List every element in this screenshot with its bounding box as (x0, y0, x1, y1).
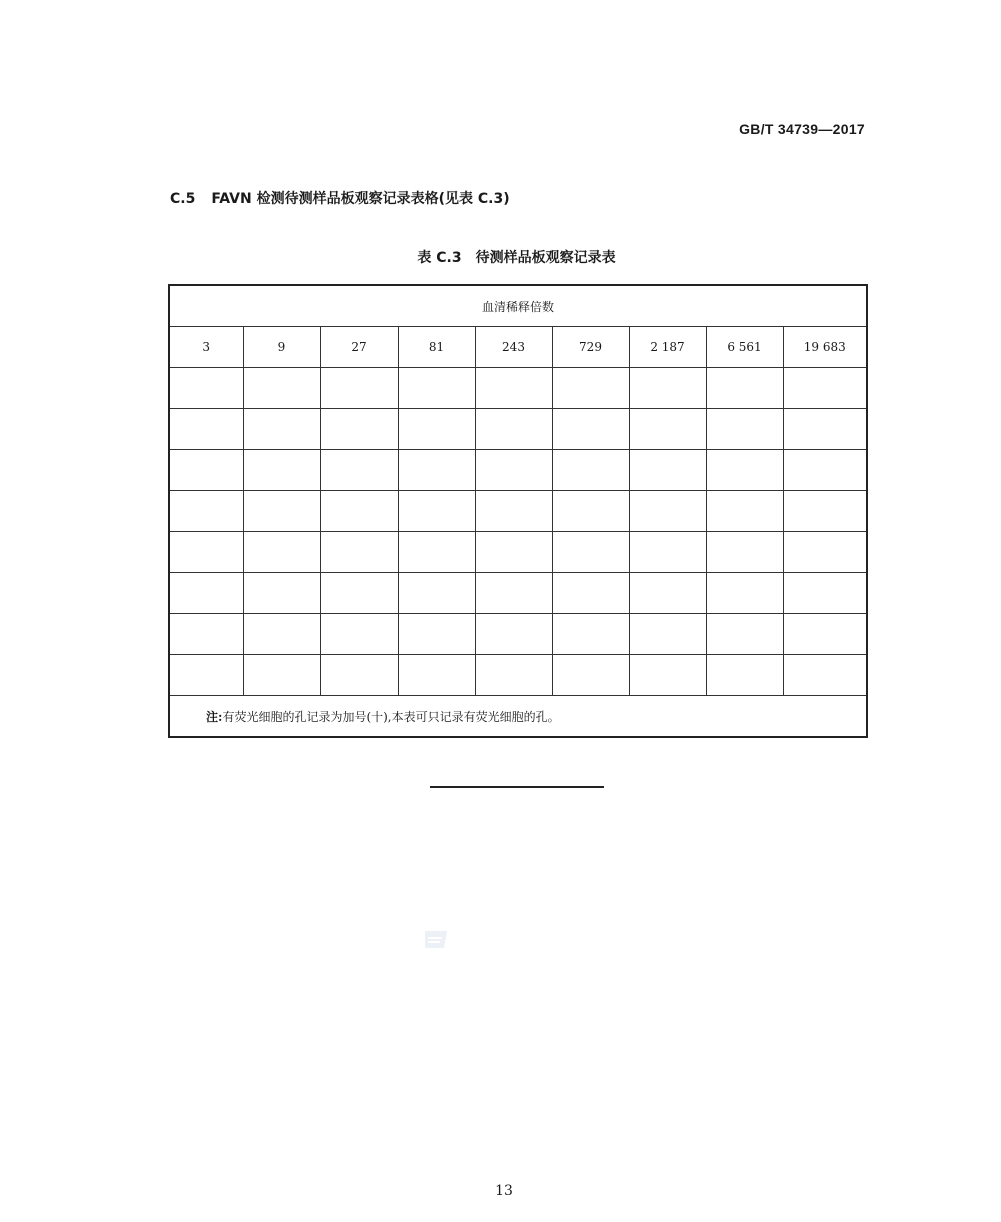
column-header-dilution: 19 683 (783, 327, 867, 368)
table-column-header-row (169, 327, 867, 368)
record-cell[interactable] (243, 491, 320, 532)
record-cell[interactable] (398, 655, 475, 696)
column-header-dilution: 3 (169, 327, 243, 368)
column-header-dilution: 729 (552, 327, 629, 368)
record-cell[interactable] (706, 614, 783, 655)
record-cell[interactable] (320, 368, 398, 409)
record-cell[interactable] (629, 368, 706, 409)
record-cell[interactable] (169, 532, 243, 573)
record-cell[interactable] (243, 655, 320, 696)
column-header-dilution: 6 561 (706, 327, 783, 368)
column-header-dilution: 2 187 (629, 327, 706, 368)
record-cell[interactable] (552, 491, 629, 532)
table-row (169, 573, 867, 614)
record-cell[interactable] (475, 491, 552, 532)
table-span-header-row (169, 285, 867, 327)
record-cell[interactable] (320, 655, 398, 696)
table-caption-label: 表 C.3 (417, 250, 462, 266)
record-cell[interactable] (169, 573, 243, 614)
record-cell[interactable] (552, 409, 629, 450)
record-cell[interactable] (169, 491, 243, 532)
record-cell[interactable] (243, 368, 320, 409)
record-cell[interactable] (243, 573, 320, 614)
record-cell[interactable] (243, 614, 320, 655)
table-caption (0, 247, 1001, 267)
record-cell[interactable] (552, 450, 629, 491)
record-cell[interactable] (398, 573, 475, 614)
record-cell[interactable] (475, 614, 552, 655)
column-header-dilution: 9 (243, 327, 320, 368)
table-caption-title: 待测样品板观察记录表 (475, 250, 616, 266)
section-heading (170, 188, 510, 208)
record-cell[interactable] (169, 655, 243, 696)
record-cell[interactable] (783, 409, 867, 450)
record-cell[interactable] (243, 532, 320, 573)
record-cell[interactable] (706, 450, 783, 491)
table-row (169, 614, 867, 655)
observation-record-table (168, 284, 868, 738)
page-number: 13 (495, 1183, 513, 1199)
record-cell[interactable] (783, 491, 867, 532)
record-cell[interactable] (629, 491, 706, 532)
end-of-document-rule (430, 786, 604, 788)
record-cell[interactable] (169, 614, 243, 655)
record-cell[interactable] (320, 573, 398, 614)
record-cell[interactable] (783, 655, 867, 696)
record-cell[interactable] (552, 368, 629, 409)
record-cell[interactable] (706, 655, 783, 696)
table-note (169, 696, 867, 738)
record-cell[interactable] (783, 573, 867, 614)
record-cell[interactable] (398, 409, 475, 450)
standard-code: GB/T 34739—2017 (739, 121, 865, 137)
record-cell[interactable] (706, 573, 783, 614)
record-cell[interactable] (320, 450, 398, 491)
record-cell[interactable] (783, 614, 867, 655)
record-cell[interactable] (320, 491, 398, 532)
record-cell[interactable] (706, 491, 783, 532)
record-cell[interactable] (552, 655, 629, 696)
column-header-dilution: 243 (475, 327, 552, 368)
record-cell[interactable] (475, 532, 552, 573)
record-cell[interactable] (783, 532, 867, 573)
record-cell[interactable] (629, 450, 706, 491)
record-cell[interactable] (629, 655, 706, 696)
record-cell[interactable] (398, 450, 475, 491)
table-row (169, 450, 867, 491)
record-cell[interactable] (398, 532, 475, 573)
note-prefix: 注: (206, 709, 223, 724)
record-cell[interactable] (475, 655, 552, 696)
dilution-factor-header: 血清稀释倍数 (169, 285, 867, 327)
record-cell[interactable] (629, 573, 706, 614)
record-cell[interactable] (706, 532, 783, 573)
record-cell[interactable] (169, 409, 243, 450)
record-cell[interactable] (629, 614, 706, 655)
section-title: FAVN 检测待测样品板观察记录表格(见表 C.3) (211, 191, 510, 207)
record-cell[interactable] (398, 491, 475, 532)
record-cell[interactable] (243, 450, 320, 491)
record-cell[interactable] (552, 614, 629, 655)
record-cell[interactable] (398, 368, 475, 409)
table-row (169, 409, 867, 450)
table-row (169, 491, 867, 532)
record-cell[interactable] (320, 614, 398, 655)
record-cell[interactable] (169, 450, 243, 491)
column-header-dilution: 81 (398, 327, 475, 368)
record-cell[interactable] (552, 532, 629, 573)
record-cell[interactable] (243, 409, 320, 450)
section-number: C.5 (170, 191, 196, 207)
record-cell[interactable] (169, 368, 243, 409)
record-cell[interactable] (783, 368, 867, 409)
note-text: 有荧光细胞的孔记录为加号(十),本表可只记录有荧光细胞的孔。 (222, 709, 560, 724)
record-cell[interactable] (398, 614, 475, 655)
record-cell[interactable] (629, 532, 706, 573)
table-row (169, 368, 867, 409)
record-cell[interactable] (475, 409, 552, 450)
record-cell[interactable] (552, 573, 629, 614)
record-cell[interactable] (475, 450, 552, 491)
table-note-row (169, 696, 867, 738)
column-header-dilution: 27 (320, 327, 398, 368)
record-cell[interactable] (629, 409, 706, 450)
table-row (169, 655, 867, 696)
table-row (169, 532, 867, 573)
publisher-logo-icon (423, 928, 449, 952)
record-cell[interactable] (475, 368, 552, 409)
record-cell[interactable] (475, 573, 552, 614)
record-cell[interactable] (706, 368, 783, 409)
record-cell[interactable] (783, 450, 867, 491)
record-cell[interactable] (706, 409, 783, 450)
record-cell[interactable] (320, 532, 398, 573)
record-cell[interactable] (320, 409, 398, 450)
